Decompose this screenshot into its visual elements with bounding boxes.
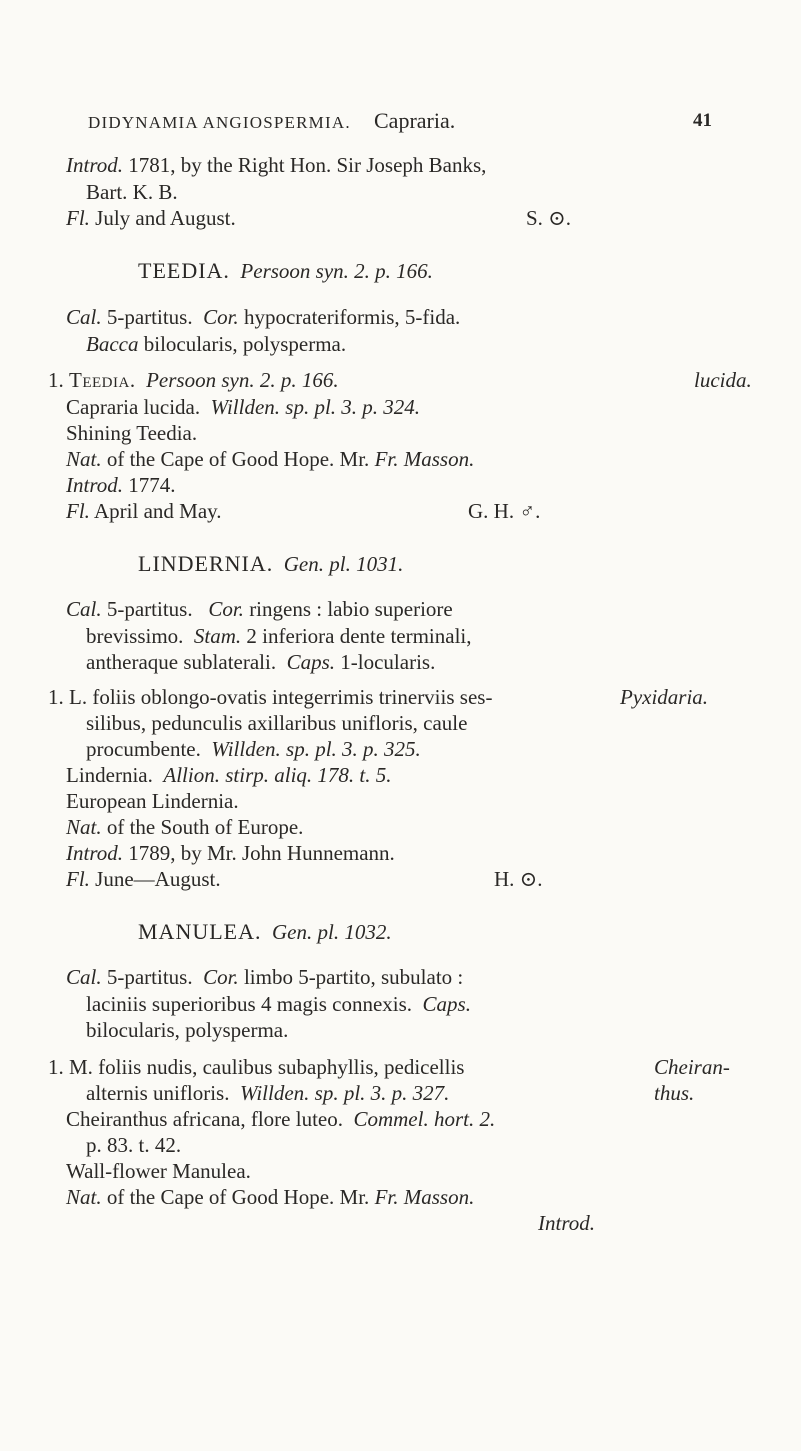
teedia-flowering: Fl. April and May. [66, 499, 222, 523]
capraria-introd-cont: Bart. K. B. [86, 180, 178, 204]
lindernia-character-3: antheraque sublaterali. Caps. 1-locularis. [86, 650, 436, 674]
teedia-common-name: Shining Teedia. [66, 421, 198, 445]
lindernia-fl-code: H. ⊙. [494, 867, 543, 891]
running-title: DIDYNAMIA ANGIOSPERMIA. [88, 113, 351, 132]
lindernia-character-1: Cal. 5-partitus. Cor. ringens : labio superiore [66, 597, 453, 621]
teedia-synonym: Capraria lucida. Willden. sp. pl. 3. p. 324. [66, 395, 421, 419]
manulea-epithet-2: thus. [654, 1081, 695, 1105]
teedia-introd: Introd. 1774. [66, 473, 176, 497]
teedia-genus-heading: TEEDIA. Persoon syn. 2. p. 166. [138, 258, 433, 283]
lindernia-species-1-line-3: procumbente. Willden. sp. pl. 3. p. 325. [86, 737, 421, 761]
catchword: Introd. [538, 1211, 595, 1235]
manulea-epithet-1: Cheiran- [654, 1055, 730, 1079]
teedia-native: Nat. of the Cape of Good Hope. Mr. Fr. Masson. [66, 447, 475, 471]
manulea-genus-heading: MANULEA. Gen. pl. 1032. [138, 919, 392, 944]
capraria-fl-code: S. ⊙. [526, 206, 572, 230]
manulea-species-1-line-1: 1. M. foliis nudis, caulibus subaphyllis, pedicellis [48, 1055, 465, 1079]
running-genus: Capraria. [374, 108, 456, 133]
lindernia-character-2: brevissimo. Stam. 2 inferiora dente terminali, [86, 624, 472, 648]
page-number: 41 [693, 110, 712, 131]
lindernia-species-1-line-1: 1. L. foliis oblongo-ovatis integerrimis trinerviis ses- [48, 685, 493, 709]
manulea-character-2: laciniis superioribus 4 magis connexis. Caps. [86, 992, 471, 1016]
manulea-synonym-cont: p. 83. t. 42. [86, 1133, 182, 1157]
teedia-epithet: lucida. [694, 368, 752, 392]
teedia-character-1: Cal. 5-partitus. Cor. hypocrateriformis, 5-fida. [66, 305, 461, 329]
lindernia-species-1-line-2: silibus, pedunculis axillaribus unifloris, caule [86, 711, 468, 735]
manulea-synonym: Cheiranthus africana, flore luteo. Commel. hort. 2. [66, 1107, 496, 1131]
lindernia-genus-heading: LINDERNIA. Gen. pl. 1031. [138, 551, 404, 576]
manulea-common-name: Wall-flower Manulea. [66, 1159, 251, 1183]
manulea-character-3: bilocularis, polysperma. [86, 1018, 289, 1042]
manulea-native: Nat. of the Cape of Good Hope. Mr. Fr. Masson. [66, 1185, 475, 1209]
lindernia-introd: Introd. 1789, by Mr. John Hunnemann. [66, 841, 395, 865]
lindernia-common-name: European Lindernia. [66, 789, 239, 813]
lindernia-synonym: Lindernia. Allion. stirp. aliq. 178. t. 5. [66, 763, 392, 787]
lindernia-flowering: Fl. June—August. [66, 867, 221, 891]
manulea-character-1: Cal. 5-partitus. Cor. limbo 5-partito, subulato : [66, 965, 464, 989]
manulea-species-1-line-2: alternis unifloris. Willden. sp. pl. 3. p. 327. [86, 1081, 450, 1105]
capraria-introd: Introd. 1781, by the Right Hon. Sir Joseph Banks, [66, 153, 487, 177]
lindernia-epithet: Pyxidaria. [620, 685, 709, 709]
teedia-species-1: 1. Teedia. Persoon syn. 2. p. 166. [48, 368, 339, 392]
capraria-flowering: Fl. July and August. [66, 206, 236, 230]
lindernia-native: Nat. of the South of Europe. [66, 815, 304, 839]
teedia-character-2: Bacca bilocularis, polysperma. [86, 332, 347, 356]
teedia-fl-code: G. H. ♂. [468, 499, 541, 523]
